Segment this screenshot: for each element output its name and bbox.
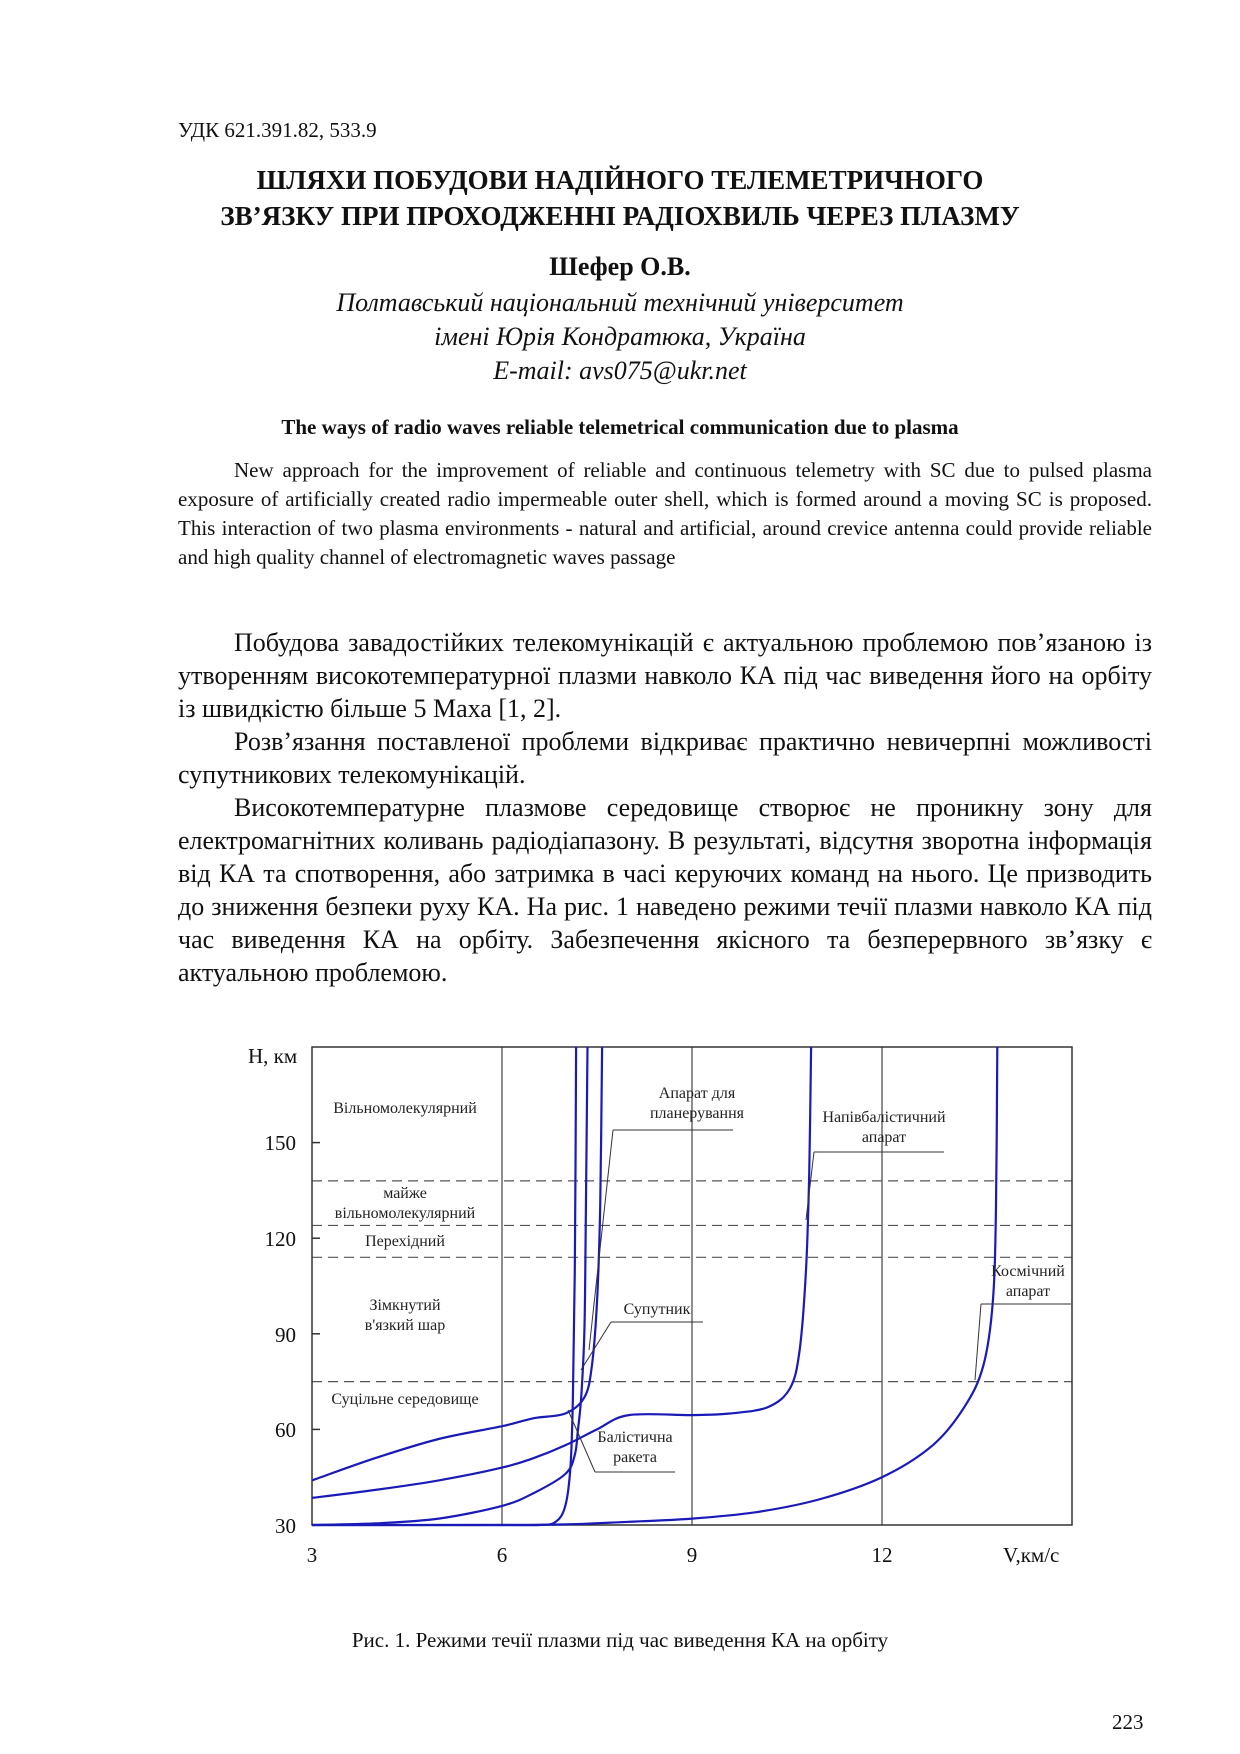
y-axis-label: H, км (248, 1044, 298, 1068)
y-tick-label: 60 (275, 1418, 296, 1442)
affiliation-line-2: імені Юрія Кондратюка, Україна (434, 322, 806, 351)
series-line (312, 1047, 576, 1525)
regime-near-free-line-1: майже (383, 1185, 427, 1202)
series-label-spacecraft-1: Космічний (991, 1263, 1065, 1280)
body-paragraph-3: Високотемпературне плазмове середовище створює не проникну зону для електромагнітних коливань радіодіапазону. В результаті, відсутня зворотна інформація від КА та спотворення, або затримка в часі керуючих команд на нього. Це призводить до зниження безпеки руху КА. На рис. 1 наведено режими течії плазми навколо КА під час виведення КА на орбіту. Забезпечення якісного та безперервного зв’язку є актуальною проблемою. (178, 793, 1152, 987)
x-tick-label: 12 (871, 1543, 893, 1567)
y-tick-labels (265, 1131, 297, 1538)
affiliation-line-1: Полтавський національний технічний університет (336, 288, 904, 317)
paper-title-line-2: ЗВ’ЯЗКУ ПРИ ПРОХОДЖЕННІ РАДІОХВИЛЬ ЧЕРЕЗ ПЛАЗМУ (220, 201, 1020, 231)
figure-caption: Рис. 1. Режими течії плазми під час виведення КА на орбіту (351, 1628, 889, 1652)
x-tick-label: 9 (686, 1543, 698, 1567)
series-label-ballistic-2: ракета (613, 1449, 657, 1466)
leader-line (975, 1304, 981, 1380)
author-name: Шефер О.В. (549, 252, 691, 281)
regime-labels (331, 1100, 478, 1408)
y-tick-label: 90 (275, 1323, 296, 1347)
series-label-semiballistic-2: апарат (861, 1129, 907, 1146)
series-label-semiballistic-1: Напівбалістичний (822, 1109, 946, 1126)
body-paragraph-1: Побудова завадостійких телекомунікацій є актуальною проблемою пов’язаною із утворенням високотемпературної плазми навколо КА під час виведення його на орбіту із швидкістю більше 5 Маха [1, 2]. (178, 628, 1152, 723)
series-labels (597, 1085, 1065, 1466)
abstract-title: The ways of radio waves reliable telemetrical communication due to plasma (281, 415, 959, 439)
x-tick-labels (307, 1543, 893, 1567)
paper-title (0, 162, 1240, 234)
regime-free-molecular: Вільномолекулярний (333, 1100, 477, 1117)
series-label-glider-2: планерування (649, 1105, 745, 1122)
regime-transitional: Перехідний (365, 1233, 445, 1250)
regime-viscous-line-1: Зімкнутий (369, 1297, 441, 1314)
series-label-spacecraft-2: апарат (1005, 1283, 1051, 1300)
x-axis-label: V,км/с (1003, 1543, 1060, 1567)
regime-viscous-line-2: в'язкий шар (364, 1317, 446, 1334)
series-label-ballistic-1: Балістична (597, 1429, 673, 1446)
series-label-satellite-1: Супутник (623, 1301, 691, 1318)
page-number: 223 (1112, 1710, 1144, 1734)
x-tick-label: 3 (306, 1543, 318, 1567)
udc-code: УДК 621.391.82, 533.9 (178, 118, 377, 142)
regime-near-free-line-2: вільномолекулярний (334, 1205, 476, 1222)
paper-title-line-1: ШЛЯХИ ПОБУДОВИ НАДІЙНОГО ТЕЛЕМЕТРИЧНОГО (256, 165, 984, 195)
series-label-glider-1: Апарат для (658, 1085, 736, 1102)
abstract-text: New approach for the improvement of reliable and continuous telemetry with SC due to pulsed plasma exposure of artificially created radio impermeable outer shell, which is formed around a moving SC is proposed. This interaction of two plasma environments - natural and artificial, around crevice antenna could provide reliable and high quality channel of electromagnetic waves passage (178, 458, 1152, 569)
y-tick-label: 30 (275, 1514, 296, 1538)
flow-regime-chart (0, 1040, 1240, 1620)
regime-continuum: Суцільне середовище (331, 1391, 479, 1408)
author-email: E-mail: avs075@ukr.net (493, 356, 747, 385)
y-tick-label: 150 (264, 1131, 296, 1155)
affiliation (0, 286, 1240, 388)
body-paragraph-2: Розв’язання поставленої проблеми відкриває практично невичерпні можливості супутникових телекомунікацій. (178, 727, 1152, 789)
body-text (178, 626, 1152, 989)
x-tick-label: 6 (496, 1543, 508, 1567)
y-tick-label: 120 (264, 1227, 296, 1251)
